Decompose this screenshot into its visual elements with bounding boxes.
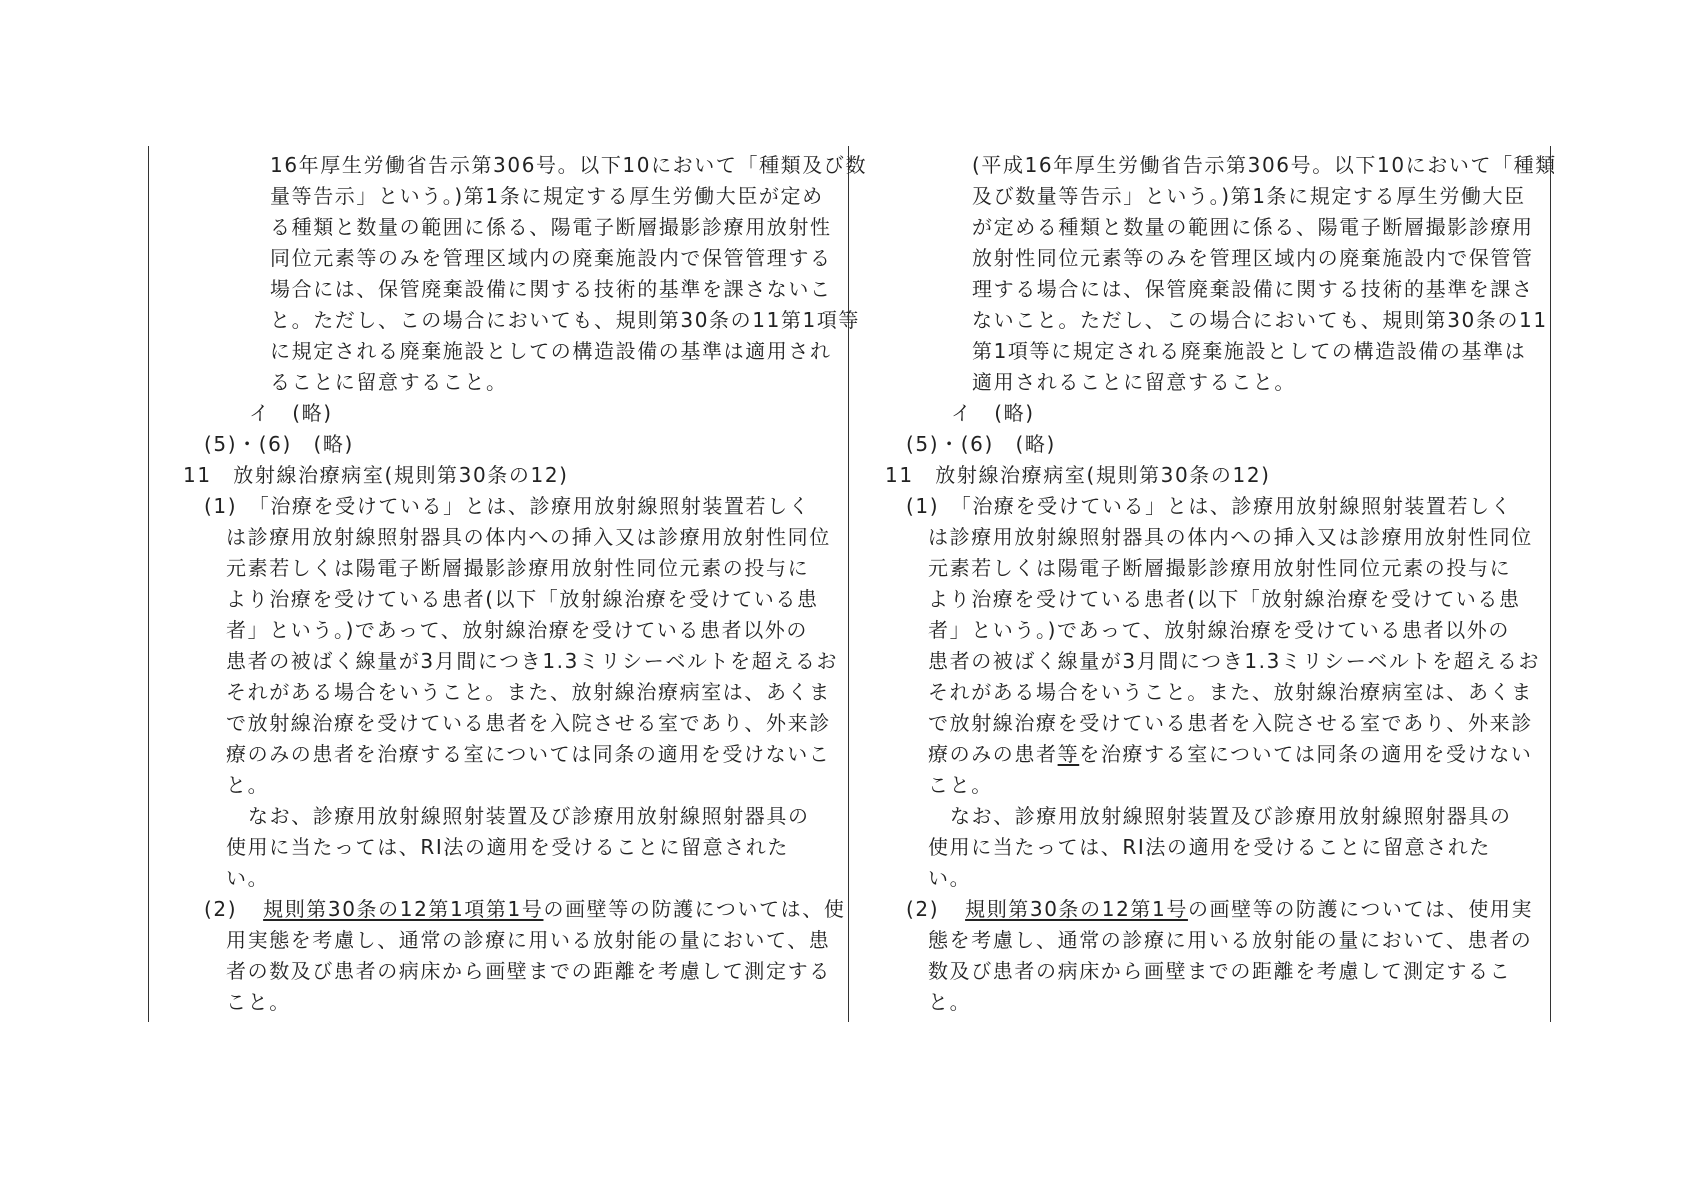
right-line-p1-05: 者」という。)であって、放射線治療を受けている患者以外の [928, 618, 1511, 642]
left-section-11-heading: 11 放射線治療病室(規則第30条の12) [183, 463, 569, 487]
right-line-01: (平成16年厚生労働省告示第306号。以下10において「種類 [972, 153, 1557, 177]
left-line-p1-09: 療のみの患者を治療する室については同条の適用を受けないこ [226, 742, 831, 766]
right-line-p1-01: (1) 「治療を受けている」とは、診療用放射線照射装置若しく [906, 494, 1513, 518]
left-p2-number: (2) [204, 897, 238, 921]
right-p2-number: (2) [906, 897, 940, 921]
left-line-02: 量等告示」という。)第1条に規定する厚生労働大臣が定め [270, 184, 824, 208]
right-line-p1-13: い。 [928, 866, 972, 890]
left-line-06: と。ただし、この場合においても、規則第30条の11第1項等 [270, 308, 861, 332]
right-line-05: 理する場合には、保管廃棄設備に関する技術的基準を課さ [972, 277, 1534, 301]
left-line-p1-07: それがある場合をいうこと。また、放射線治療病室は、あくま [226, 680, 831, 704]
left-line-p2-04: こと。 [226, 990, 291, 1014]
right-line-p1-07: それがある場合をいうこと。また、放射線治療病室は、あくま [928, 680, 1533, 704]
right-items-5-6: (5)・(6) (略) [906, 432, 1056, 456]
left-line-p1-06: 患者の被ばく線量が3月間につき1.3ミリシーベルトを超えるお [226, 649, 839, 673]
right-line-03: が定める種類と数量の範囲に係る、陽電子断層撮影診療用 [972, 215, 1534, 239]
right-item-i: イ (略) [951, 401, 1035, 425]
left-line-p1-13: い。 [226, 866, 270, 890]
right-line-p2-02: 態を考慮し、通常の診療に用いる放射能の量において、患者の [928, 928, 1533, 952]
left-line-p1-11: なお、診療用放射線照射装置及び診療用放射線照射器具の [248, 804, 810, 828]
right-p1-text-b: を治療する室については同条の適用を受けない [1079, 742, 1533, 766]
right-line-p1-02: は診療用放射線照射器具の体内への挿入又は診療用放射性同位 [928, 525, 1533, 549]
left-line-08: ることに留意すること。 [270, 370, 508, 394]
left-line-p2-01 [204, 894, 845, 925]
left-line-p1-02: は診療用放射線照射器具の体内への挿入又は診療用放射性同位 [226, 525, 831, 549]
right-p1-underlined-tou: 等 [1057, 742, 1080, 766]
right-section-11-heading: 11 放射線治療病室(規則第30条の12) [885, 463, 1271, 487]
right-line-p2-01 [906, 894, 1533, 925]
left-p2-underlined-citation: 規則第30条の12第1項第1号 [263, 897, 544, 921]
right-line-p1-04: より治療を受けている患者(以下「放射線治療を受けている患 [928, 587, 1521, 611]
left-p2-text: の画壁等の防護については、使 [543, 897, 846, 921]
right-p2-underlined-citation: 規則第30条の12第1号 [965, 897, 1188, 921]
right-line-p1-12: 使用に当たっては、RI法の適用を受けることに留意された [928, 835, 1491, 859]
right-line-p1-11: なお、診療用放射線照射装置及び診療用放射線照射器具の [950, 804, 1512, 828]
left-line-03: る種類と数量の範囲に係る、陽電子断層撮影診療用放射性 [270, 215, 832, 239]
right-line-p1-09 [928, 739, 1532, 770]
left-line-p1-01: (1) 「治療を受けている」とは、診療用放射線照射装置若しく [204, 494, 811, 518]
left-line-p1-03: 元素若しくは陽電子断層撮影診療用放射性同位元素の投与に [226, 556, 810, 580]
right-line-04: 放射性同位元素等のみを管理区域内の廃棄施設内で保管管 [972, 246, 1534, 270]
right-line-p1-06: 患者の被ばく線量が3月間につき1.3ミリシーベルトを超えるお [928, 649, 1541, 673]
right-line-p2-03: 数及び患者の病床から画壁までの距離を考慮して測定するこ [928, 959, 1512, 983]
right-p2-text: の画壁等の防護については、使用実 [1187, 897, 1534, 921]
right-line-08: 適用されることに留意すること。 [972, 370, 1296, 394]
right-line-06: ないこと。ただし、この場合においても、規則第30条の11 [972, 308, 1548, 332]
left-line-p1-10: と。 [226, 773, 270, 797]
left-line-p1-12: 使用に当たっては、RI法の適用を受けることに留意された [226, 835, 789, 859]
left-line-p1-05: 者」という。)であって、放射線治療を受けている患者以外の [226, 618, 809, 642]
center-column-divider [848, 146, 849, 1022]
right-line-02: 及び数量等告示」という。)第1条に規定する厚生労働大臣 [972, 184, 1526, 208]
right-line-p2-04: と。 [928, 990, 972, 1014]
right-p1-text-a: 療のみの患者 [928, 742, 1058, 766]
right-line-p1-10: こと。 [928, 773, 993, 797]
left-line-04: 同位元素等のみを管理区域内の廃棄施設内で保管管理する [270, 246, 832, 270]
left-items-5-6: (5)・(6) (略) [204, 432, 354, 456]
left-line-01: 16年厚生労働省告示第306号。以下10において「種類及び数 [270, 153, 868, 177]
left-column-border [148, 146, 149, 1022]
right-line-p1-03: 元素若しくは陽電子断層撮影診療用放射性同位元素の投与に [928, 556, 1512, 580]
left-line-p2-02: 用実態を考慮し、通常の診療に用いる放射能の量において、患 [226, 928, 831, 952]
right-line-p1-08: で放射線治療を受けている患者を入院させる室であり、外来診 [928, 711, 1533, 735]
left-line-p2-03: 者の数及び患者の病床から画壁までの距離を考慮して測定する [226, 959, 831, 983]
left-line-p1-04: より治療を受けている患者(以下「放射線治療を受けている患 [226, 587, 819, 611]
left-line-07: に規定される廃棄施設としての構造設備の基準は適用され [270, 339, 832, 363]
right-column-border [1550, 146, 1551, 1022]
left-item-i: イ (略) [249, 401, 333, 425]
right-line-07: 第1項等に規定される廃棄施設としての構造設備の基準は [972, 339, 1527, 363]
left-line-05: 場合には、保管廃棄設備に関する技術的基準を課さないこ [270, 277, 832, 301]
left-line-p1-08: で放射線治療を受けている患者を入院させる室であり、外来診 [226, 711, 831, 735]
